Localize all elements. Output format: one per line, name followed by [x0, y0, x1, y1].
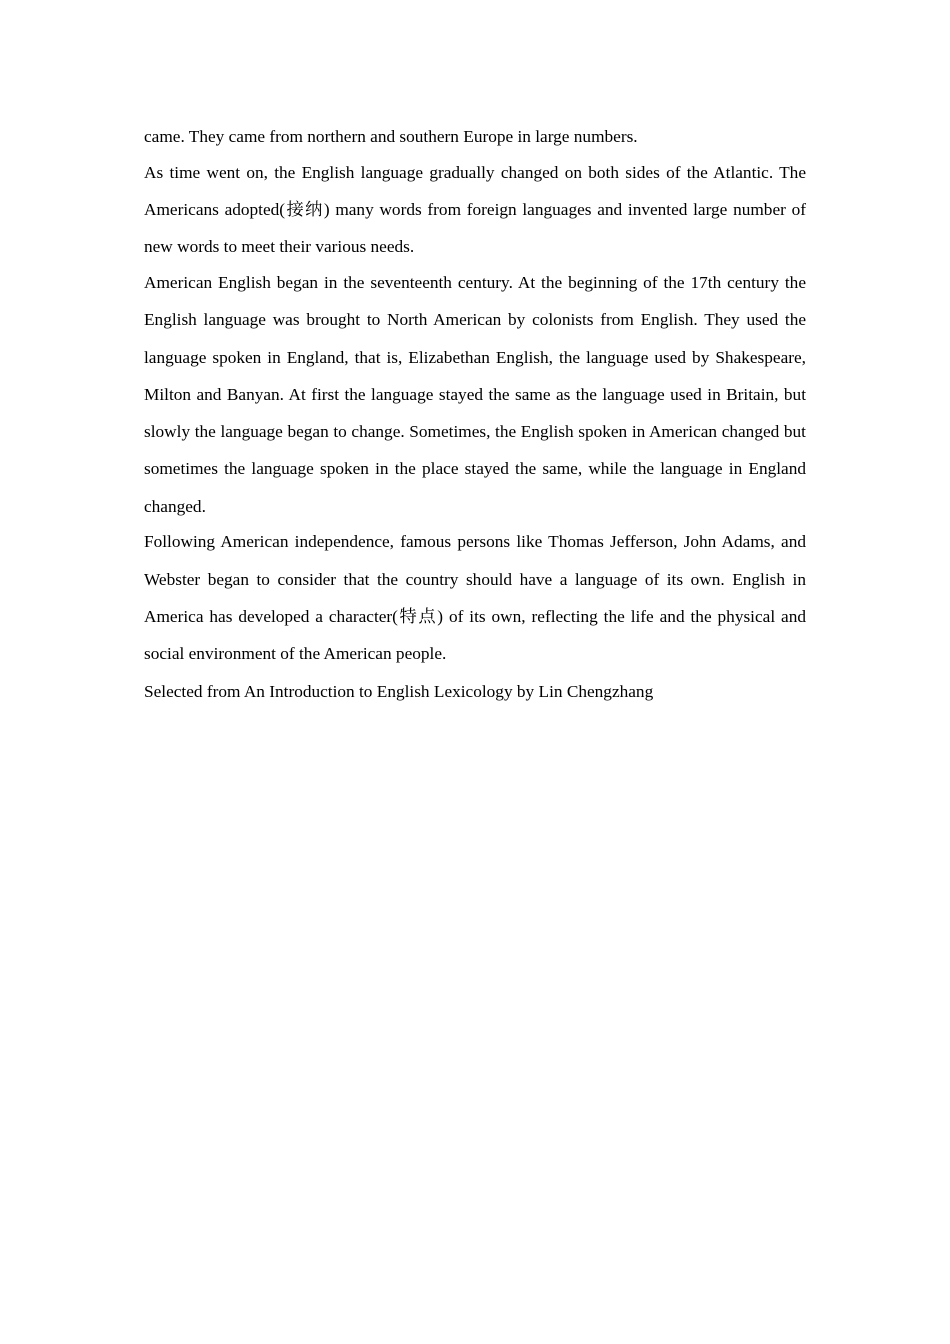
- paragraph-continuation: came. They came from northern and southern Europe in large numbers.: [144, 127, 638, 146]
- body-text: [144, 118, 806, 710]
- paragraph-language-change: As time went on, the English language gradually changed on both sides of the Atlantic. The Americans adopted(接纳) many words from foreign languages and invented large number of new words to meet their various needs.: [144, 162, 806, 257]
- paragraph-independence: Following American independence, famous persons like Thomas Jefferson, John Adams, and Webster began to consider that the country should have a language of its own. English in America has developed a character(特点) of its own, reflecting the life and the physical and social environment of the American people.: [144, 532, 806, 664]
- paragraph-american-english-origin: American English began in the seventeenth century. At the beginning of the 17th century the English language was brought to North American by colonists from English. They used the language spoken in England, that is, Elizabethan English, the language used by Shakespeare, Milton and Banyan. At first the language stayed the same as the language used in Britain, but slowly the language began to change. Sometimes, the English spoken in American changed but sometimes the language spoken in the place stayed the same, while the language in England changed.: [144, 273, 806, 516]
- source-citation: Selected from An Introduction to English Lexicology by Lin Chengzhang: [144, 681, 654, 701]
